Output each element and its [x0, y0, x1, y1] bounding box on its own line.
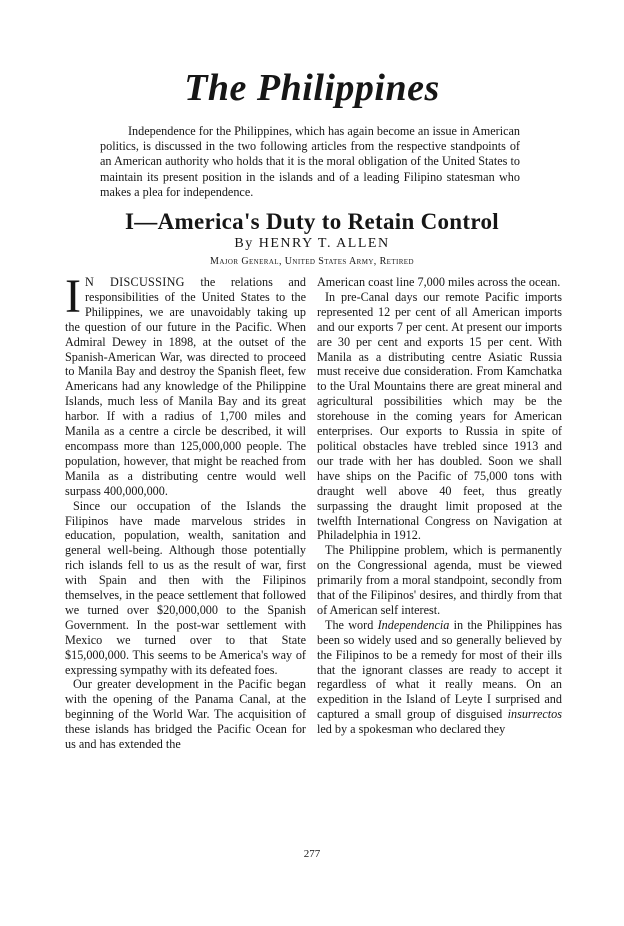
- drop-cap: I: [65, 270, 81, 323]
- paragraph-text: in the Philippines has been so widely used and so generally believed by the Filipinos to be a remedy for most of their ills that the ignorant classes are ready to accept it regardless of what it really means. On an expedition in the Island of Leyte I surprised and captured a small group of disguised: [317, 617, 562, 722]
- italic-term: Independencia: [377, 617, 450, 632]
- body-paragraph: Since our occupation of the Islands the Filipinos have made marvelous strides in education, population, wealth, sanitation and general well-being. Although those potentially rich islands fell to us as the result of war, first with Spain and then with the Filipinos themselves, in the peace settlement that followed we turned over $20,000,000 to the Spanish Government. In the post-war settlement with Mexico we turned over to that State $15,000,000. This seems to be America's way of expressing sympathy with its defeated foes.: [65, 498, 306, 677]
- author-byline: By HENRY T. ALLEN: [234, 236, 390, 251]
- article-subtitle: I—America's Duty to Retain Control: [125, 209, 499, 234]
- page-number: 277: [303, 848, 321, 860]
- lead-in-words: N DISCUSSING: [84, 275, 185, 289]
- italic-term: insurrectos: [507, 707, 562, 722]
- body-paragraph: The Philippine problem, which is permanently on the Congressional agenda, must be viewed primarily from a moral standpoint, secondly from that of the Filipinos' desires, and thirdly from that of American self interest.: [317, 543, 562, 617]
- body-paragraph: In pre-Canal days our remote Pacific imports represented 12 per cent of all American imports and our exports 7 per cent. At present our imports are 30 per cent and exports 15 per cent. With Manila as a distributing centre Asiatic Russia must receive due consideration. From Kamchatka to the Ural Mountains there are great mineral and agricultural possibilities which may be the storehouse in the coming years for American enterprises. Our exports to Russia in spite of political obstacles have trebled since 1913 and our trade with her has doubled. Soon we shall have ships on the Pacific of 75,000 tons with draught well above 40 feet, thus greatly surpassing the draught limit proposed at the twelfth International Congress on Navigation at Philadelphia in 1912.: [317, 289, 562, 543]
- body-paragraph: Our greater development in the Pacific began with the opening of the Panama Canal, at the beginning of the World War. The acquisition of these islands has bridged the Pacific Ocean for us and has extended the: [65, 677, 306, 752]
- paragraph-text: The word: [325, 617, 378, 632]
- body-paragraph: [317, 618, 562, 737]
- body-paragraph: [65, 270, 306, 499]
- body-paragraph: American coast line 7,000 miles across the ocean.: [317, 275, 561, 289]
- intro-paragraph: Independence for the Philippines, which has again become an issue in American politics, is discussed in the two following articles from the respective standpoints of an American authority who holds that it is the moral obligation of the United States to maintain its present position in the islands and of a leading Filipino statesman who makes a plea for independence.: [100, 124, 520, 199]
- paragraph-text: led by a spokesman who declared they: [317, 722, 506, 737]
- author-rank: Major General, United States Army, Retired: [210, 256, 414, 267]
- right-column: [317, 275, 562, 737]
- article-title: The Philippines: [184, 67, 440, 109]
- left-column: [65, 270, 306, 752]
- paragraph-text: the relations and responsibilities of the United States to the Philippines, we are unavoidably taking up the question of our future in the Pacific. When Admiral Dewey in 1898, at the outset of the Spanish-American War, was directed to proceed to Manila Bay and destroy the Spanish fleet, few Americans had any knowledge of the Philippine Islands, much less of Manila Bay and its great harbor. If with a radius of 1,700 miles and Manila as a centre a circle be described, it will encompass more than 125,000,000 people. The population, however, that might be reached from Manila as a distributing centre would well surpass 400,000,000.: [65, 275, 306, 498]
